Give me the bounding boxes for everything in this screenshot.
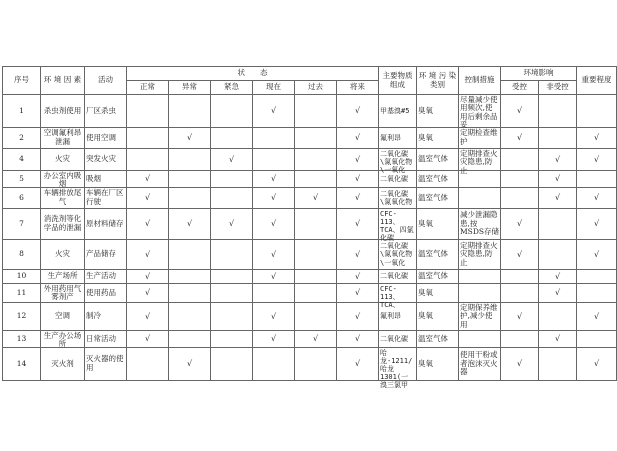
cell-activity [85,149,127,171]
cell-state-mark: √ [127,171,169,188]
cell-state-mark: √ [253,240,295,270]
cell-seq: 1 [3,95,41,128]
table-row [3,128,617,149]
cell-state-mark: √ [337,209,379,240]
cell-pollution-text: 臭氧 [418,218,433,228]
cell-activity-text: 使用空调 [86,132,116,142]
cell-pollution [417,188,459,209]
cell-state-mark [211,240,253,270]
cell-impact-uncontrolled [539,209,577,240]
cell-factor-text: 杀虫剂使用 [43,105,82,115]
cell-pollution-text: 温室气体 [418,271,448,281]
cell-activity [85,284,127,303]
cell-state-mark [211,284,253,303]
cell-pollution-text: 臭氧 [418,287,433,297]
header-impact: 环境影响 [501,67,577,81]
cell-pollution [417,95,459,128]
cell-activity [85,95,127,128]
cell-factor-text: 生产场所 [47,271,78,281]
cell-pollution [417,209,459,240]
cell-state-mark: √ [127,209,169,240]
cell-composition-text: 二氧化碳\氮氧化物\一氧化 [380,242,413,267]
cell-state-mark: √ [337,188,379,209]
cell-state-mark: √ [253,303,295,331]
cell-state-mark [169,149,211,171]
table-body [3,94,617,389]
cell-state-mark [169,240,211,270]
cell-composition-text: 哈龙-1211/哈龙1301(一溴三氯甲 [380,348,413,389]
header-state-emergency: 紧急 [211,81,253,95]
cell-state-mark: √ [211,149,253,171]
cell-pollution-text: 温室气体 [418,173,448,183]
cell-impact-controlled: √ [501,240,539,270]
cell-importance [577,284,617,303]
cell-factor-text: 消洗剂等化学品的泄漏 [43,214,82,232]
header-importance: 重要程度 [577,67,617,95]
cell-impact-controlled [501,171,539,188]
table-row [3,303,617,331]
cell-composition-text: 甲基溴#5 [380,106,410,115]
header-activity: 活动 [85,67,127,95]
cell-factor [41,270,85,284]
cell-state-mark: √ [127,188,169,209]
cell-importance: √ [577,240,617,270]
cell-impact-uncontrolled [539,128,577,149]
cell-state-mark [211,303,253,331]
cell-seq: 6 [3,188,41,209]
cell-control [459,240,501,270]
cell-activity [85,331,127,348]
cell-pollution-text: 臭氧 [418,132,433,142]
cell-composition-text: 二氧化碳 [380,174,408,183]
table-row [3,331,617,348]
cell-state-mark: √ [169,128,211,149]
cell-impact-controlled: √ [501,209,539,240]
cell-state-mark [211,128,253,149]
cell-state-mark [295,95,337,128]
cell-state-mark [253,128,295,149]
cell-composition [379,128,417,149]
cell-state-mark [211,95,253,128]
cell-control-text: 定期检查维护 [460,128,498,146]
table-row [3,270,617,284]
cell-control [459,209,501,240]
cell-seq: 2 [3,128,41,149]
cell-control [459,348,501,381]
cell-state-mark: √ [253,171,295,188]
cell-seq: 12 [3,303,41,331]
cell-seq: 13 [3,331,41,348]
cell-factor [41,284,85,303]
cell-state-mark [211,348,253,381]
cell-factor-text: 生产办公场所 [43,330,82,349]
cell-importance [577,95,617,128]
cell-factor [41,149,85,171]
cell-state-mark: √ [337,284,379,303]
cell-factor-text: 火灾 [55,154,70,164]
cell-state-mark [169,303,211,331]
cell-state-mark [253,149,295,171]
cell-state-mark: √ [127,240,169,270]
cell-activity [85,209,127,240]
cell-activity-text: 原材料储存 [86,218,124,228]
cell-control [459,303,501,331]
cell-composition-text: 氟利昂 [380,312,401,321]
cell-activity-text: 使用药品 [86,287,116,297]
cell-pollution-text: 臭氧 [418,311,433,321]
cell-state-mark [211,188,253,209]
cell-state-mark: √ [337,128,379,149]
cell-state-mark: √ [337,348,379,381]
cell-composition [379,240,417,270]
cell-state-mark [295,209,337,240]
cell-factor-text: 空调氟利昂泄漏 [43,128,82,146]
cell-state-mark: √ [337,95,379,128]
table-row [3,95,617,128]
cell-state-mark [169,284,211,303]
cell-state-mark [295,303,337,331]
cell-factor [41,128,85,149]
cell-state-mark: √ [253,209,295,240]
cell-impact-uncontrolled: √ [539,270,577,284]
cell-activity [85,171,127,188]
cell-control-text: 使用干粉或者泡沫灭火器 [460,350,498,377]
cell-impact-uncontrolled [539,348,577,381]
cell-factor [41,209,85,240]
cell-factor-text: 灭火剂 [51,358,74,368]
cell-activity-text: 制冷 [86,311,101,321]
cell-pollution [417,149,459,171]
cell-seq: 14 [3,348,41,381]
header-state-present: 现在 [253,81,295,95]
cell-factor [41,348,85,381]
cell-state-mark [127,128,169,149]
cell-state-mark: √ [253,188,295,209]
cell-state-mark: √ [127,331,169,348]
cell-seq: 11 [3,284,41,303]
cell-state-mark [253,284,295,303]
cell-factor [41,303,85,331]
cell-pollution [417,331,459,348]
cell-impact-controlled: √ [501,95,539,128]
cell-pollution [417,240,459,270]
cell-factor [41,188,85,209]
cell-impact-controlled: √ [501,128,539,149]
cell-pollution-text: 温室气体 [418,249,448,259]
cell-impact-uncontrolled: √ [539,284,577,303]
cell-state-mark: √ [169,348,211,381]
cell-state-mark: √ [211,209,253,240]
cell-pollution-text: 温室气体 [418,192,448,202]
header-state-abnormal: 异常 [169,81,211,95]
cell-state-mark [169,188,211,209]
cell-state-mark: √ [337,270,379,284]
cell-state-mark [295,240,337,270]
cell-impact-controlled [501,149,539,171]
cell-composition [379,95,417,128]
cell-composition-text: 二氧化碳\氮氧化物\一氧化 [380,149,413,174]
table-row [3,209,617,240]
cell-state-mark [169,171,211,188]
cell-impact-controlled: √ [501,348,539,381]
cell-factor-text: 车辆排放尾气 [43,188,82,206]
cell-impact-controlled [501,284,539,303]
cell-composition [379,209,417,240]
cell-control-text: 尽量减少使用频次,使用后剩余品妥 [460,94,498,130]
cell-factor [41,171,85,188]
cell-factor-text: 火灾 [55,249,70,259]
table-row [3,188,617,209]
cell-state-mark [127,149,169,171]
cell-activity [85,348,127,381]
cell-composition [379,188,417,209]
cell-factor-text: 外用药用气雾剂产 [43,283,82,302]
cell-importance [577,171,617,188]
cell-pollution [417,171,459,188]
cell-pollution-text: 臭氧 [418,105,433,115]
cell-activity-text: 日常活动 [86,333,116,343]
header-factor: 环 境 因 素 [41,67,85,95]
cell-activity [85,270,127,284]
cell-seq: 10 [3,270,41,284]
cell-impact-uncontrolled: √ [539,188,577,209]
cell-importance: √ [577,209,617,240]
header-composition: 主要物质组成 [379,67,417,95]
cell-activity-text: 突发火灾 [86,154,116,164]
cell-impact-uncontrolled [539,303,577,331]
header-control: 控制措施 [459,67,501,95]
cell-factor [41,331,85,348]
cell-impact-uncontrolled [539,240,577,270]
cell-state-mark [295,171,337,188]
cell-state-mark [295,348,337,381]
cell-seq: 7 [3,209,41,240]
cell-activity-text: 灭火器的使用 [86,354,124,372]
cell-pollution [417,284,459,303]
cell-control [459,284,501,303]
cell-importance: √ [577,188,617,209]
cell-activity-text: 厂区杀虫 [86,105,116,115]
cell-state-mark: √ [337,331,379,348]
cell-state-mark [169,95,211,128]
cell-state-mark [295,128,337,149]
cell-state-mark: √ [127,284,169,303]
cell-seq: 8 [3,240,41,270]
cell-state-mark [295,149,337,171]
cell-pollution-text: 温室气体 [418,154,448,164]
cell-pollution-text: 臭氧 [418,358,433,368]
cell-composition [379,284,417,309]
cell-impact-uncontrolled [539,95,577,128]
cell-composition [379,331,417,348]
table-row [3,284,617,303]
cell-importance: √ [577,128,617,149]
cell-impact-uncontrolled: √ [539,171,577,188]
environmental-factor-table [2,66,617,389]
cell-activity-text: 产品储存 [86,249,116,259]
table-row [3,171,617,188]
table-row [3,240,617,270]
cell-state-mark: √ [337,240,379,270]
cell-impact-controlled [501,188,539,209]
cell-impact-uncontrolled: √ [539,331,577,348]
cell-composition-text: 二氧化碳 [380,272,408,281]
cell-pollution [417,270,459,284]
cell-state-mark: √ [295,331,337,348]
cell-activity [85,240,127,270]
cell-pollution [417,348,459,381]
header-state-past: 过去 [295,81,337,95]
cell-importance: √ [577,348,617,381]
cell-state-mark: √ [253,95,295,128]
cell-activity [85,128,127,149]
cell-state-mark: √ [337,149,379,171]
cell-importance: √ [577,303,617,331]
cell-composition [379,149,417,174]
cell-state-mark [169,270,211,284]
cell-activity [85,188,127,209]
table-row [3,149,617,171]
cell-impact-uncontrolled: √ [539,149,577,171]
cell-factor-text: 办公室内吸烟 [43,170,82,189]
cell-seq: 4 [3,149,41,171]
cell-activity [85,303,127,331]
cell-factor [41,240,85,270]
cell-state-mark: √ [169,209,211,240]
cell-composition [379,348,417,389]
cell-pollution [417,128,459,149]
cell-control [459,331,501,348]
cell-state-mark: √ [127,270,169,284]
cell-state-mark: √ [127,303,169,331]
header-state: 状 态 [127,67,379,81]
cell-composition [379,270,417,284]
cell-state-mark [127,348,169,381]
cell-pollution-text: 温室气体 [418,333,448,343]
cell-importance [577,331,617,348]
cell-importance [577,270,617,284]
cell-state-mark: √ [253,331,295,348]
cell-control-text: 定期排查火灾隐患,防止 [460,148,498,175]
cell-factor [41,95,85,128]
cell-control-text: 定期保养维护,减少使用 [460,302,498,329]
cell-factor-text: 空调 [55,311,70,321]
cell-state-mark [295,270,337,284]
cell-composition-text: 氟利昂 [380,133,401,142]
cell-seq: 5 [3,171,41,188]
cell-composition-text: 二氧化碳\氮氧化物 [380,189,413,206]
header-impact-uncontrolled: 非受控 [539,81,577,95]
cell-composition-text: CFC-113、TCA、 [380,284,400,309]
table-row [3,348,617,381]
cell-state-mark [211,331,253,348]
cell-activity-text: 车辆在厂区行驶 [86,188,124,206]
cell-impact-controlled [501,331,539,348]
cell-state-mark [211,171,253,188]
cell-state-mark [169,331,211,348]
header-state-normal: 正常 [127,81,169,95]
cell-control-text: 减少泄漏隐患,按MSDS存储 [460,210,499,237]
cell-state-mark: √ [253,270,295,284]
cell-impact-controlled [501,270,539,284]
cell-state-mark [211,270,253,284]
cell-composition-text: CFC-113、TCA、四氯化碳 [380,209,414,242]
cell-impact-controlled: √ [501,303,539,331]
header-seq: 序号 [3,67,41,95]
header-pollution: 环 境 污 染类别 [417,67,459,95]
cell-control [459,270,501,284]
cell-control-text: 定期排查火灾隐患,防止 [460,240,498,267]
cell-control [459,95,501,128]
header-impact-controlled: 受控 [501,81,539,95]
cell-state-mark: √ [295,188,337,209]
cell-state-mark [295,284,337,303]
cell-composition-text: 二氧化碳 [380,334,408,343]
cell-control [459,188,501,209]
cell-importance: √ [577,149,617,171]
cell-control [459,148,501,175]
header-state-future: 将来 [337,81,379,95]
cell-state-mark: √ [337,171,379,188]
cell-control [459,128,501,149]
cell-state-mark [253,348,295,381]
cell-activity-text: 生产活动 [86,271,116,281]
cell-state-mark [127,95,169,128]
cell-state-mark: √ [337,303,379,331]
cell-pollution [417,303,459,331]
cell-activity-text: 吸烟 [86,173,101,183]
